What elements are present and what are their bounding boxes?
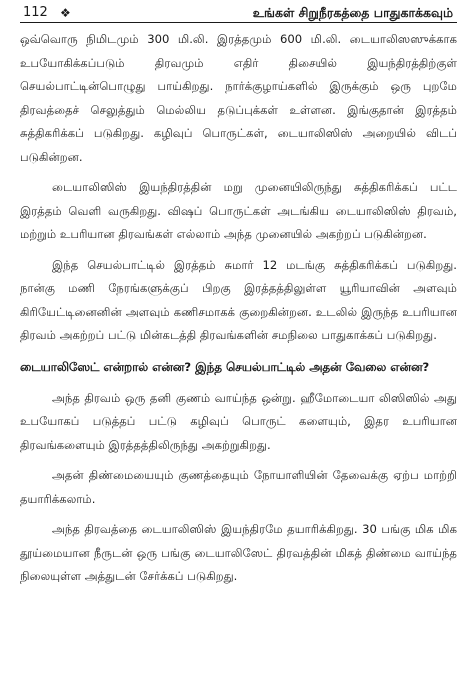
page-header: [20, 2, 457, 24]
running-title: உங்கள் சிறுநீரகத்தை பாதுகாக்கவும்: [252, 5, 453, 20]
body-paragraph: டையாலிஸிஸ் இயந்திரத்தின் மறு முனையிலிருந்து சுத்திகரிக்கப் பட்ட இரத்தம் வெளி வருகிறது. விஷப் பொருட்கள் அடங்கிய டையாலிஸிஸ் திரவம், மற்றும் உபரியான திரவங்கள் எல்லாம் அந்த முனையில் அகற்றப் படுகின்றன.: [20, 180, 457, 241]
answer-paragraph: அந்த திரவத்தை டையாலிஸிஸ் இயந்திரமே தயாரிக்கிறது. 30 பங்கு மிக மிக தூய்மையான நீருடன் ஒரு பங்கு டையாலிஸேட் திரவத்தின் மிகத் திண்மை வாய்ந்த நிலையுள்ள அத்துடன் சேர்க்கப் படுகிறது.: [20, 522, 457, 583]
page-body: [20, 28, 457, 596]
answer-paragraph: அந்த திரவம் ஒரு தனி குணம் வாய்ந்த ஒன்று. ஹீமோடையா லிஸிஸில் அது உபயோகப் படுத்தப் பட்டு கழிவுப் பொருட் களையும், இதர உபரியான திரவங்களையும் இரத்தத்திலிருந்து அகற்றுகிறது.: [20, 390, 457, 452]
body-paragraph: இந்த செயல்பாட்டில் இரத்தம் சுமார் 12 மடங்கு சுத்திகரிக்கப் படுகிறது. நான்கு மணி நேரங்களுக்குப் பிறகு இரத்தத்திலுள்ள யூரியாவின் அளவும் கிரியேட்டினைனின் அளவும் கணிசமாகக் குறைகின்றன. உடலில் இருந்த உபரியான திரவம் அகற்றப் பட்டு மின்கடத்தி திரவங்களின் சமநிலை பாதுகாக்கப் படுகிறது.: [20, 257, 457, 342]
page-number: 112: [23, 5, 48, 20]
question-heading: டையாலிஸேட் என்றால் என்ன? இந்த செயல்பாட்டில் அதன் வேலை என்ன?: [20, 359, 430, 374]
body-paragraph: ஒவ்வொரு நிமிடமும் 300 மி.லி. இரத்தமும் 600 மி.லி. டையாலிஸஸுக்காக உபயோகிக்கப்படும் திரவமும் எதிர் திசையில் இயந்திரத்திற்குள் செயல்பாட்டின்பொழுது பாய்கிறது. நார்க்குழாய்களில் இருக்கும் ஒரு புறமே திரவத்தைச் செலுத்தும் மெல்லிய தடுப்புக்கள் உள்ளன. இங்குதான் இரத்தம் சுத்திகரிக்கப் படுகிறது. கழிவுப் பொருட்கள், டையாலிஸிஸ் அறையில் விடப் படுகின்றன.: [20, 32, 457, 164]
answer-paragraph: அதன் திண்மையையும் குணத்தையும் நோயாளியின் தேவைக்கு ஏற்ப மாற்றி தயாரிக்கலாம்.: [20, 468, 457, 506]
header-rule: [20, 22, 457, 23]
diamond-ornament-icon: ❖: [60, 6, 71, 20]
